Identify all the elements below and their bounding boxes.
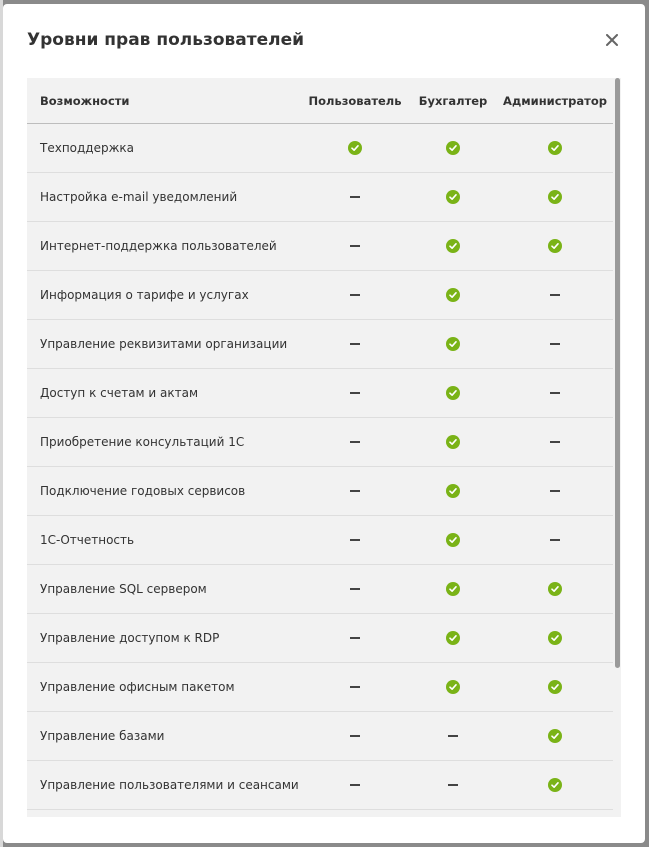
table-row — [27, 614, 613, 663]
header-user: Пользователь — [308, 93, 402, 108]
feature-label: Приобретение консультаций 1С — [40, 435, 245, 449]
header-accountant: Бухгалтер — [418, 93, 488, 108]
dash-icon — [403, 761, 503, 809]
check-icon — [403, 173, 503, 221]
check-icon — [505, 173, 605, 221]
feature-label: Управление пользователями и сеансами — [40, 778, 299, 792]
dash-icon — [505, 369, 605, 417]
dash-icon — [305, 516, 405, 564]
table-row — [27, 761, 613, 810]
check-icon — [403, 516, 503, 564]
feature-label: Настройка e-mail уведомлений — [40, 190, 238, 204]
table-row — [27, 173, 613, 222]
feature-label: Управление SQL сервером — [40, 582, 207, 596]
scrollbar[interactable] — [615, 78, 620, 668]
dash-icon — [305, 320, 405, 368]
dash-icon — [305, 271, 405, 319]
feature-label: Доступ к счетам и актам — [40, 386, 199, 400]
table-row — [27, 320, 613, 369]
check-icon — [403, 369, 503, 417]
table-row — [27, 663, 613, 712]
check-icon — [505, 565, 605, 613]
check-icon — [403, 467, 503, 515]
dash-icon — [305, 712, 405, 760]
check-icon — [505, 663, 605, 711]
check-icon — [505, 124, 605, 172]
check-icon — [403, 271, 503, 319]
feature-label: 1С-Отчетность — [40, 533, 135, 547]
modal-title: Уровни прав пользователей — [27, 30, 305, 50]
table-row — [27, 565, 613, 614]
table-row — [27, 222, 613, 271]
table-row — [27, 712, 613, 761]
dash-icon — [305, 761, 405, 809]
feature-label: Информация о тарифе и услугах — [40, 288, 249, 302]
close-icon — [606, 34, 618, 46]
feature-label: Управление базами — [40, 729, 165, 743]
dash-icon — [505, 467, 605, 515]
check-icon — [305, 124, 405, 172]
check-icon — [505, 222, 605, 270]
close-button[interactable] — [603, 31, 621, 49]
check-icon — [403, 614, 503, 662]
dash-icon — [505, 516, 605, 564]
table-row — [27, 418, 613, 467]
dash-icon — [305, 222, 405, 270]
header-features: Возможности — [40, 93, 130, 108]
feature-label: Интернет-поддержка пользователей — [40, 239, 277, 253]
dash-icon — [505, 271, 605, 319]
feature-label: Управление реквизитами организации — [40, 337, 288, 351]
table-row — [27, 369, 613, 418]
check-icon — [505, 761, 605, 809]
dash-icon — [403, 712, 503, 760]
table-row — [27, 271, 613, 320]
dash-icon — [305, 467, 405, 515]
feature-label: Подключение годовых сервисов — [40, 484, 246, 498]
check-icon — [403, 565, 503, 613]
dash-icon — [305, 173, 405, 221]
table-row — [27, 516, 613, 565]
dash-icon — [505, 418, 605, 466]
feature-label: Управление доступом к RDP — [40, 631, 220, 645]
feature-label: Управление офисным пакетом — [40, 680, 235, 694]
header-admin: Администратор — [503, 93, 607, 108]
check-icon — [505, 614, 605, 662]
permissions-table — [27, 78, 621, 817]
check-icon — [403, 320, 503, 368]
check-icon — [403, 124, 503, 172]
check-icon — [403, 663, 503, 711]
permissions-modal — [3, 4, 645, 843]
dash-icon — [305, 614, 405, 662]
check-icon — [403, 222, 503, 270]
table-row — [27, 467, 613, 516]
dash-icon — [505, 320, 605, 368]
dash-icon — [305, 369, 405, 417]
check-icon — [505, 712, 605, 760]
table-row — [27, 124, 613, 173]
check-icon — [403, 418, 503, 466]
dash-icon — [305, 663, 405, 711]
dash-icon — [305, 418, 405, 466]
feature-label: Техподдержка — [40, 141, 135, 155]
table-header-row — [27, 78, 613, 124]
dash-icon — [305, 565, 405, 613]
